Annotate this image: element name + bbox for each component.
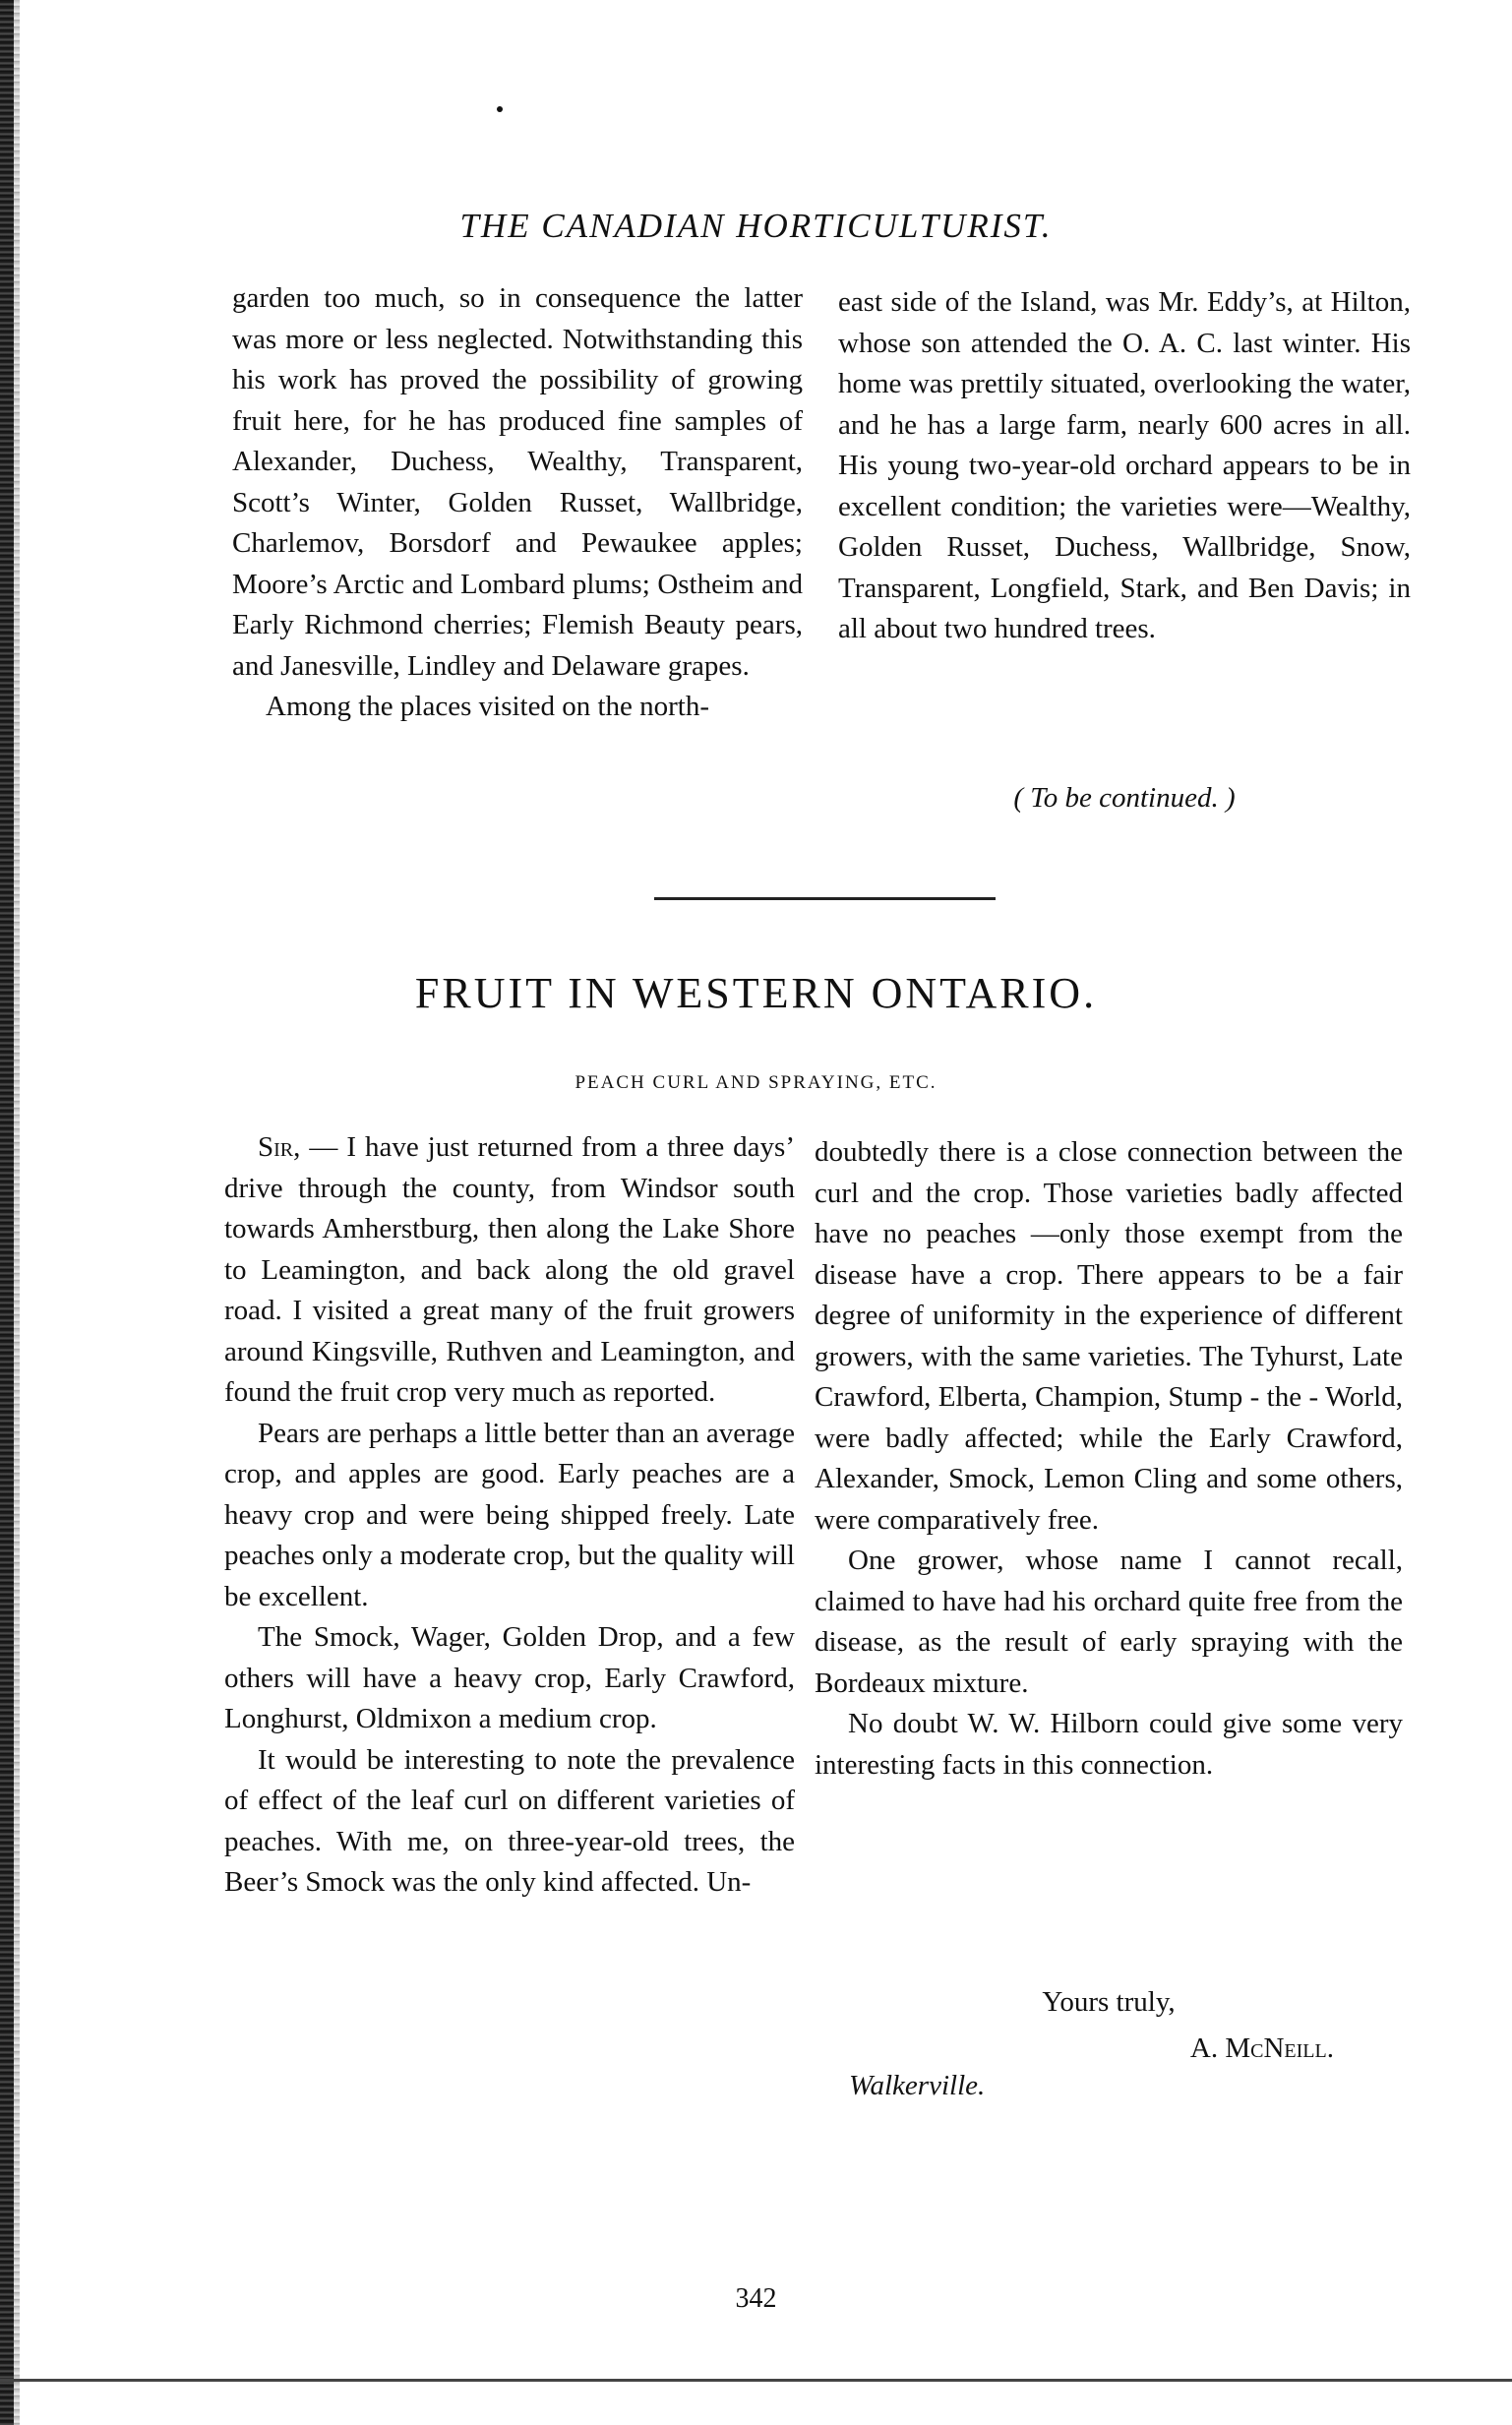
paragraph: No doubt W. W. Hilborn could give some very interesting facts in this connection. — [815, 1708, 1403, 1781]
paragraph: Pears are perhaps a little better than an average crop, and apples are good. Early peaches are a heavy crop and were being shipped freely. Late peaches only a moderate crop, but the quality will be excellent. — [224, 1417, 795, 1612]
salutation: Sir, — [258, 1131, 301, 1163]
letter-closing: Yours truly, — [1042, 1986, 1176, 2018]
paragraph: Among the places visited on the north- — [266, 691, 710, 722]
paragraph-text: — I have just returned from a three days’ drive through the county, from Windsor south towards Amherstburg, then along the Lake Shore to Leamington, and back along the old gravel road. I visited a great many of the fruit growers around Kingsville, Ruthven and Leamington, and found the fruit crop very much as reported. — [224, 1131, 795, 1408]
paragraph — [224, 1127, 795, 1414]
section-divider — [654, 897, 996, 900]
paragraph: garden too much, so in consequence the latter was more or less neglected. Notwithstanding this his work has proved the possibility of growing fruit here, for he has produced fine samples of Alexander, Duchess, Wealthy, Transparent, Scott’s Winter, Golden Russet, Wallbridge, Charlemov, Borsdorf and Pewaukee apples; Moore’s Arctic and Lombard plums; Ostheim and Early Richmond cherries; Flemish Beauty pears, and Janesville, Lindley and Delaware grapes. — [232, 282, 803, 682]
paragraph: doubtedly there is a close connection between the curl and the crop. Those varieties badly affected have no peaches —only those exempt from the disease have a crop. There appears to be a fair degree of uniformity in the experience of different growers, with the same varieties. The Tyhurst, Late Crawford, Elberta, Champion, Stump - the - World, were badly affected; while the Early Crawford, Alexander, Smock, Lemon Cling and some others, were comparatively free. — [815, 1136, 1403, 1536]
article-left-column — [224, 1127, 795, 1904]
article-title: FRUIT IN WESTERN ONTARIO. — [414, 969, 1098, 1017]
to-be-continued-note: ( To be continued. ) — [1013, 782, 1236, 814]
paragraph: One grower, whose name I cannot recall, claimed to have had his orchard quite free from the disease, as the result of early spraying with the Bordeaux mixture. — [815, 1545, 1403, 1699]
page-number: 342 — [735, 2283, 777, 2314]
running-head: THE CANADIAN HORTICULTURIST. — [459, 207, 1053, 245]
scanned-page-edge — [0, 0, 14, 2425]
paragraph: east side of the Island, was Mr. Eddy’s, at Hilton, whose son attended the O. A. C. last winter. His home was prettily situated, overlooking the water, and he has a large farm, nearly 600 acres in all. His young two-year-old orchard appears to be in excellent condition; the varieties were—Wealthy, Golden Russet, Duchess, Wallbridge, Snow, Transparent, Longfield, Stark, and Ben Davis; in all about two hundred trees. — [838, 286, 1411, 644]
continued-left-column — [232, 278, 803, 728]
article-right-column — [815, 1132, 1403, 1786]
scan-bottom-edge — [0, 2379, 1512, 2382]
article-subtitle: PEACH CURL AND SPRAYING, ETC. — [575, 1072, 937, 1093]
continued-right-column — [838, 282, 1411, 650]
letter-place: Walkerville. — [849, 2070, 986, 2101]
paragraph: It would be interesting to note the prevalence of effect of the leaf curl on different varieties of peaches. With me, on three-year-old trees, the Beer’s Smock was the only kind affected. Un- — [224, 1743, 795, 1898]
ink-speck — [497, 106, 503, 112]
paragraph: The Smock, Wager, Golden Drop, and a few others will have a heavy crop, Early Crawford, Longhurst, Oldmixon a medium crop. — [224, 1621, 795, 1734]
letter-signature: A. McNeill. — [1189, 2032, 1334, 2064]
scanned-page-edge-shadow — [14, 0, 20, 2425]
